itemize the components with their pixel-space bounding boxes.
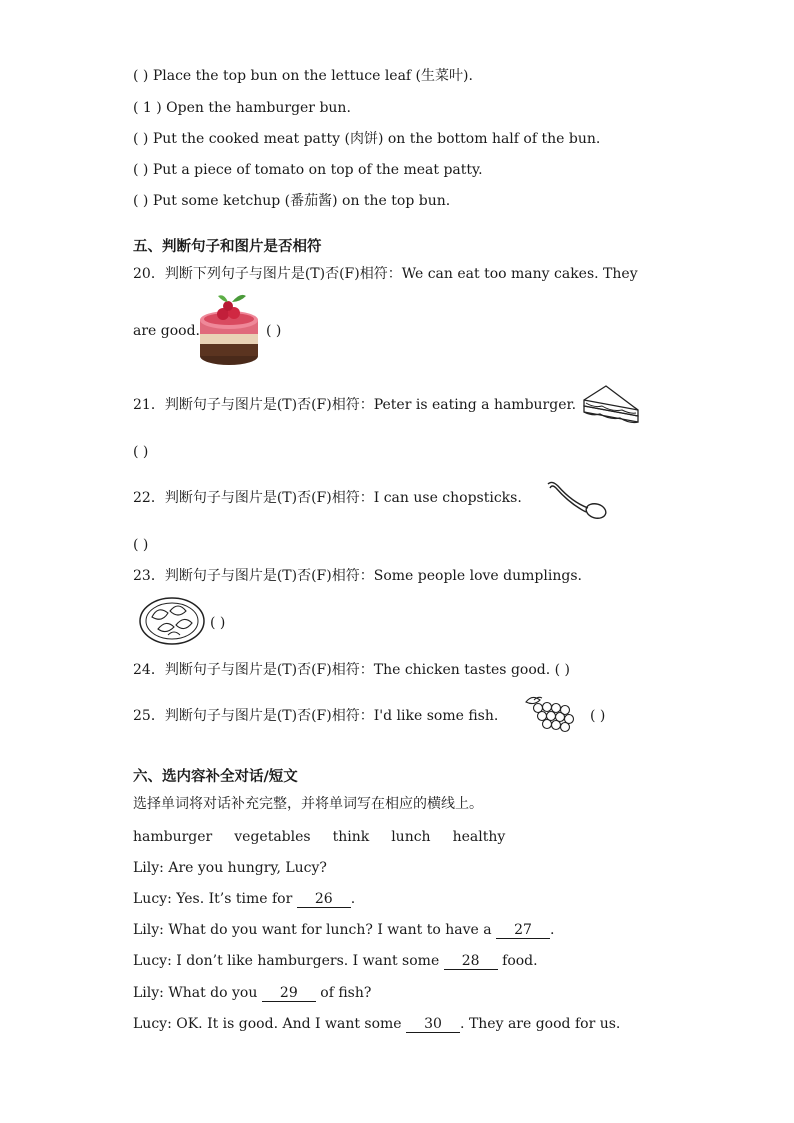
word-option: think — [332, 829, 370, 845]
question-20-cont — [133, 322, 200, 340]
answer-blank-29[interactable]: 29 — [262, 986, 316, 1002]
word-option: healthy — [452, 829, 506, 845]
dialogue-text: Are you hungry, Lucy? — [163, 860, 327, 876]
answer-paren[interactable]: ( ) — [133, 193, 149, 209]
question-prompt: 判断句子与图片是(T)否(F)相符： — [164, 662, 374, 678]
question-prompt: 判断句子与图片是(T)否(F)相符： — [164, 708, 374, 724]
question-number: 21． — [133, 397, 165, 413]
dialogue-text: . They are good for us. — [460, 1016, 621, 1032]
speaker: Lucy: — [133, 953, 172, 969]
question-text: We can eat too many cakes. They — [401, 266, 638, 282]
question-number: 22． — [133, 490, 165, 506]
step-text: Put a piece of tomato on top of the meat patty. — [148, 162, 483, 178]
step-line — [133, 99, 351, 117]
step-text: Put some ketchup (番茄酱) on the top bun. — [148, 193, 451, 209]
dumplings-icon — [138, 595, 206, 647]
dialogue-text: . — [550, 922, 555, 938]
step-text: Open the hamburger bun. — [161, 100, 351, 116]
question-text: Peter is eating a hamburger. — [373, 397, 577, 413]
dialogue-line — [133, 921, 554, 939]
dialogue-line — [133, 952, 538, 970]
spoon-icon — [544, 478, 608, 522]
answer-paren[interactable]: ( ) — [554, 662, 570, 678]
question-text: I'd like some fish. — [373, 708, 499, 724]
question-text: are good. — [133, 323, 201, 339]
question-number: 25． — [133, 708, 165, 724]
word-option: lunch — [391, 829, 431, 845]
step-line — [133, 130, 600, 148]
answer-paren[interactable]: ( ) — [133, 162, 149, 178]
question-prompt: 判断下列句子与图片是(T)否(F)相符： — [164, 266, 402, 282]
dialogue-line — [133, 890, 355, 908]
answer-paren[interactable]: ( ) — [133, 537, 149, 553]
instruction: 选择单词将对话补充完整，并将单词写在相应的横线上。 — [133, 796, 483, 812]
speaker: Lily: — [133, 922, 164, 938]
dialogue-text: of fish? — [315, 985, 372, 1001]
dialogue-text: . — [350, 891, 356, 907]
dialogue-line — [133, 1015, 620, 1033]
dialogue-text: OK. It is good. And I want some — [171, 1016, 407, 1032]
question-number: 20． — [133, 266, 165, 282]
answer-paren[interactable]: ( ) — [590, 708, 606, 724]
answer-paren[interactable]: ( ) — [133, 68, 149, 84]
speaker: Lucy: — [133, 1016, 172, 1032]
answer-paren[interactable]: ( ) — [210, 615, 226, 631]
dialogue-text: I don’t like hamburgers. I want some — [171, 953, 444, 969]
answer-blank-30[interactable]: 30 — [406, 1017, 460, 1033]
answer-paren[interactable]: ( ) — [133, 444, 149, 460]
step-line — [133, 161, 483, 179]
step-line — [133, 192, 450, 210]
question-20 — [133, 265, 638, 283]
sandwich-icon — [580, 382, 642, 430]
question-number: 23． — [133, 568, 165, 584]
answer-blank-27[interactable]: 27 — [496, 923, 550, 939]
section-heading-5: 五、判断句子和图片是否相符 — [133, 239, 322, 255]
answer-paren[interactable]: ( ) — [133, 131, 149, 147]
dialogue-text: What do you want for lunch? I want to have a — [163, 922, 497, 938]
question-number: 24． — [133, 662, 165, 678]
answer-blank-28[interactable]: 28 — [444, 954, 498, 970]
answer-blank-26[interactable]: 26 — [297, 892, 351, 908]
dialogue-line — [133, 984, 371, 1002]
word-option: hamburger — [133, 829, 213, 845]
question-22 — [133, 489, 522, 507]
question-25 — [133, 707, 498, 725]
question-text: Some people love dumplings. — [373, 568, 582, 584]
question-21 — [133, 396, 576, 414]
step-text: Put the cooked meat patty (肉饼) on the bottom half of the bun. — [148, 131, 601, 147]
question-prompt: 判断句子与图片是(T)否(F)相符： — [164, 568, 374, 584]
dialogue-text: What do you — [163, 985, 262, 1001]
question-24 — [133, 661, 570, 679]
dialogue-line — [133, 859, 327, 877]
question-prompt: 判断句子与图片是(T)否(F)相符： — [164, 490, 374, 506]
grapes-icon — [520, 692, 578, 734]
section-heading-6: 六、选内容补全对话/短文 — [133, 769, 298, 785]
question-text: The chicken tastes good. — [373, 662, 551, 678]
answer-paren[interactable]: ( 1 ) — [133, 100, 162, 116]
question-23 — [133, 567, 582, 585]
word-option: vegetables — [234, 829, 311, 845]
speaker: Lily: — [133, 985, 164, 1001]
question-prompt: 判断句子与图片是(T)否(F)相符： — [164, 397, 374, 413]
speaker: Lucy: — [133, 891, 172, 907]
cake-icon — [196, 290, 262, 368]
word-bank — [133, 828, 527, 846]
dialogue-text: Yes. It’s time for — [171, 891, 297, 907]
answer-paren[interactable]: ( ) — [266, 323, 282, 339]
dialogue-text: food. — [497, 953, 538, 969]
speaker: Lily: — [133, 860, 164, 876]
step-text: Place the top bun on the lettuce leaf (生菜叶). — [148, 68, 473, 84]
question-text: I can use chopsticks. — [373, 490, 522, 506]
step-line — [133, 67, 473, 85]
